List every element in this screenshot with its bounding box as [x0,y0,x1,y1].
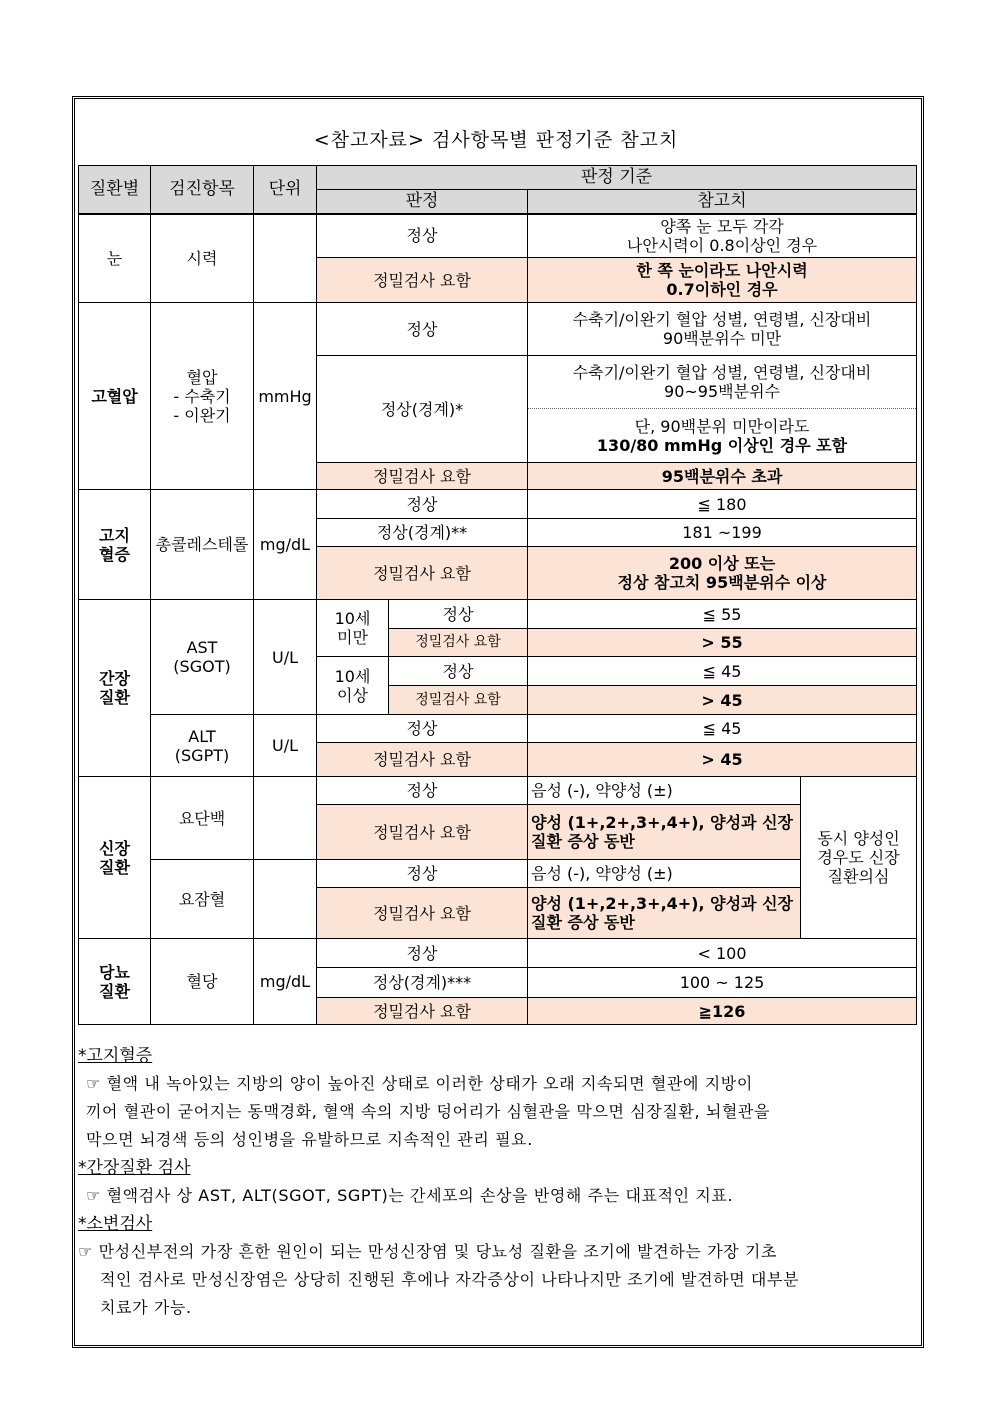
kidney-blood-normal: 정상 [317,860,528,888]
header-criteria: 판정 기준 [317,166,917,190]
liver-over10 [317,657,389,715]
bp-border-note-line2: 130/80 mmHg 이상인 경우 포함 [596,435,848,455]
note-text: ☞ 만성신부전의 가장 흔한 원인이 되는 만성신장염 및 당뇨성 질환을 조기에 발견하는 가장 기초 [78,1242,777,1261]
liver-under10-normal: 정상 [389,600,528,629]
chol-disease-line2: 혈증 [99,544,130,564]
chol-unit: mg/dL [254,490,317,600]
note-text: 막으면 뇌경색 등의 성인병을 유발하므로 지속적인 관리 필요. [86,1130,533,1149]
note-text: 치료가 가능. [100,1298,192,1317]
table-row [79,777,917,805]
liver-alt-normal: 정상 [317,715,528,743]
chol-border-ref: 181 ~199 [528,519,917,547]
note-heading-liver: *간장질환 검사 [78,1158,191,1178]
diabetes-detail: 정밀검사 요함 [317,998,528,1025]
header-unit: 단위 [254,166,317,214]
chol-item: 총콜레스테롤 [151,490,254,600]
liver-alt-detail: 정밀검사 요함 [317,743,528,777]
kidney-protein-normal-ref: 음성 (-), 약양성 (±) [528,777,801,805]
liver-alt-line1: ALT [188,726,216,746]
note-text: ☞ 혈액검사 상 AST, ALT(SGOT, SGPT)는 간세포의 손상을 반영해 주는 대표적인 지표. [86,1186,734,1205]
table-row [79,214,917,258]
bp-normal-ref [528,303,917,356]
liver-alt-item [151,715,254,777]
kidney-protein-detail-line1: 양성 (1+,2+,3+,4+), 양성과 신장 [531,813,793,832]
kidney-disease [79,777,151,939]
liver-over10-normal: 정상 [389,657,528,686]
bp-border-ref [528,356,917,409]
kidney-blood-detail-line2: 질환 증상 동반 [531,913,635,932]
kidney-blood: 요잠혈 [151,860,254,939]
liver-ast-item [151,600,254,715]
kidney-protein: 요단백 [151,777,254,860]
chol-disease-line1: 고지 [99,525,130,545]
kidney-disease-line2: 질환 [99,857,130,877]
liver-over10-detail-ref: > 45 [528,686,917,715]
header-disease: 질환별 [79,166,151,214]
kidney-protein-detail-ref [528,805,801,860]
bp-normal-ref-line1: 수축기/이완기 혈압 성별, 연령별, 신장대비 [572,310,872,329]
liver-over10-line2: 이상 [337,685,368,705]
kidney-protein-detail-line2: 질환 증상 동반 [531,832,635,851]
table-row [79,600,917,629]
liver-under10-line1: 10세 [334,609,371,628]
kidney-blood-detail-ref [528,888,801,939]
table-row [79,490,917,519]
liver-disease [79,600,151,777]
bp-detail: 정밀검사 요함 [317,463,528,490]
bp-item-line3: - 이완기 [173,405,231,425]
liver-under10-normal-ref: ≦ 55 [528,600,917,629]
bp-item-line2: - 수축기 [173,386,231,406]
bp-item-line1: 혈압 [186,367,218,387]
kidney-protein-normal: 정상 [317,777,528,805]
table-header-row [79,166,917,190]
liver-over10-normal-ref: ≦ 45 [528,657,917,686]
eye-detail-ref-line1: 한 쪽 눈이라도 나안시력 [636,261,808,280]
bp-detail-ref: 95백분위수 초과 [528,463,917,490]
notes-section [78,1042,918,1322]
eye-normal-ref [528,214,917,258]
table-row [79,860,917,888]
note-text: 적인 검사로 만성신장염은 상당히 진행된 후에나 자각증상이 나타나지만 조기에 발견하면 대부분 [100,1270,800,1289]
bp-border-note [528,409,917,463]
liver-alt-line2: (SGPT) [174,745,230,765]
kidney-blood-normal-ref: 음성 (-), 약양성 (±) [528,860,801,888]
eye-detail-ref [528,258,917,303]
eye-detail-ref-line2: 0.7이하인 경우 [666,280,778,299]
bp-border: 정상(경계)* [317,356,528,463]
chol-border: 정상(경계)** [317,519,528,547]
liver-over10-detail: 정밀검사 요함 [389,686,528,715]
kidney-side-note [801,777,917,939]
note-text: 끼어 혈관이 굳어지는 동맥경화, 혈액 속의 지방 덩어리가 심혈관을 막으면 심장질환, 뇌혈관을 [86,1102,771,1121]
liver-under10-detail-ref: > 55 [528,629,917,657]
diabetes-disease-line2: 질환 [99,981,130,1001]
chol-detail-ref [528,547,917,600]
liver-alt-unit: U/L [254,715,317,777]
header-item: 검진항목 [151,166,254,214]
eye-normal: 정상 [317,214,528,258]
chol-normal-ref: ≦ 180 [528,490,917,519]
bp-normal: 정상 [317,303,528,356]
kidney-side-line2: 경우도 신장 [817,848,900,867]
eye-item: 시력 [151,214,254,303]
liver-ast-line2: (SGOT) [173,657,231,676]
kidney-side-line1: 동시 양성인 [817,829,900,848]
bp-disease: 고혈압 [79,303,151,490]
chol-normal: 정상 [317,490,528,519]
bp-border-note-line1: 단, 90백분위 미만이라도 [634,416,810,436]
header-reference: 참고치 [528,190,917,214]
liver-alt-detail-ref: > 45 [528,743,917,777]
diabetes-normal: 정상 [317,939,528,968]
diabetes-border: 정상(경계)*** [317,968,528,998]
liver-over10-line1: 10세 [334,666,371,686]
liver-under10 [317,600,389,657]
kidney-blood-detail: 정밀검사 요함 [317,888,528,939]
table-row [79,939,917,968]
diabetes-detail-ref: ≧126 [528,998,917,1025]
diabetes-disease-line1: 당뇨 [99,962,130,982]
eye-normal-ref-line2: 나안시력이 0.8이상인 경우 [626,235,818,255]
bp-border-ref-line1: 수축기/이완기 혈압 성별, 연령별, 신장대비 [572,363,872,382]
table-row [79,715,917,743]
chol-disease [79,490,151,600]
chol-detail-ref-line2: 정상 참고치 95백분위수 이상 [617,573,827,592]
bp-border-ref-line2: 90~95백분위수 [664,382,780,401]
liver-ast-unit: U/L [254,600,317,715]
bp-item [151,303,254,490]
kidney-blood-detail-line1: 양성 (1+,2+,3+,4+), 양성과 신장 [531,894,793,913]
table-row [79,303,917,356]
criteria-table [78,165,917,1025]
diabetes-normal-ref: < 100 [528,939,917,968]
diabetes-disease [79,939,151,1025]
bp-normal-ref-line2: 90백분위수 미만 [662,329,782,348]
liver-disease-line1: 간장 [99,669,130,688]
eye-detail: 정밀검사 요함 [317,258,528,303]
note-heading-urine: *소변검사 [78,1214,153,1234]
chol-detail-ref-line1: 200 이상 또는 [668,554,776,573]
eye-normal-ref-line1: 양쪽 눈 모두 각각 [660,216,784,236]
chol-detail: 정밀검사 요함 [317,547,528,600]
liver-ast-line1: AST [186,638,218,657]
kidney-blood-unit [254,860,317,939]
eye-unit [254,214,317,303]
eye-disease: 눈 [79,214,151,303]
kidney-protein-detail: 정밀검사 요함 [317,805,528,860]
header-judgment: 판정 [317,190,528,214]
diabetes-unit: mg/dL [254,939,317,1025]
note-heading-hyperlipidemia: *고지혈증 [78,1046,153,1066]
kidney-protein-unit [254,777,317,860]
note-text: ☞ 혈액 내 녹아있는 지방의 양이 높아진 상태로 이러한 상태가 오래 지속되면 혈관에 지방이 [86,1074,753,1093]
kidney-side-line3: 질환의심 [827,867,890,886]
liver-alt-normal-ref: ≦ 45 [528,715,917,743]
diabetes-border-ref: 100 ~ 125 [528,968,917,998]
liver-under10-line2: 미만 [337,628,368,647]
kidney-disease-line1: 신장 [99,838,130,858]
diabetes-item: 혈당 [151,939,254,1025]
liver-under10-detail: 정밀검사 요함 [389,629,528,657]
bp-unit: mmHg [254,303,317,490]
page-title: <참고자료> 검사항목별 판정기준 참고치 [313,129,679,151]
liver-disease-line2: 질환 [99,688,130,707]
